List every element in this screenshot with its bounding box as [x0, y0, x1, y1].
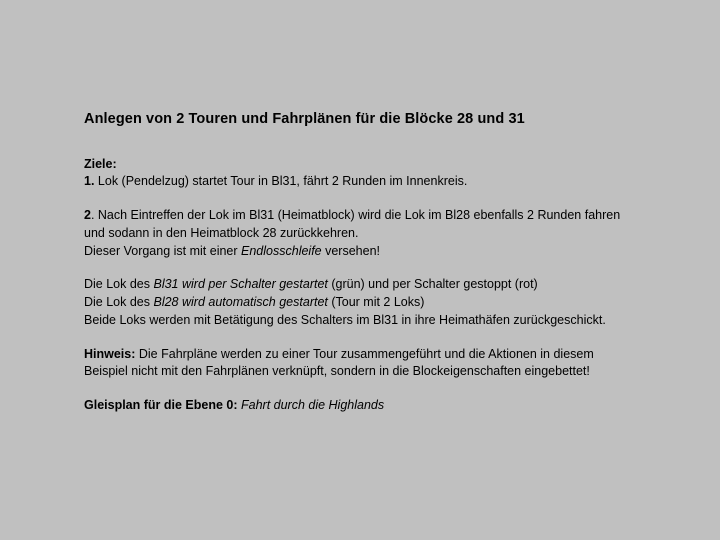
text-line — [84, 276, 644, 294]
text-run: 2 — [84, 208, 91, 223]
text-run: Beispiel nicht mit den Fahrplänen verknüpft, sondern in die Blockeigenschaften eingebettet! — [84, 364, 590, 379]
text-run: Bl28 wird automatisch gestartet — [153, 295, 328, 310]
text-run: Dieser Vorgang ist mit einer — [84, 243, 242, 258]
text-block-ziele — [84, 156, 644, 192]
text-line — [84, 243, 644, 261]
text-run: 1. — [84, 174, 95, 189]
text-line — [84, 207, 644, 225]
text-line — [84, 346, 644, 364]
text-block-punkt-zwei — [84, 207, 644, 260]
text-run: Bl31 wird per Schalter gestartet — [153, 277, 328, 292]
text-run: versehen! — [321, 243, 380, 258]
text-run: Beide Loks werden mit Betätigung des Schalters im Bl31 in ihre Heimathäfen zurückgeschickt. — [84, 312, 606, 327]
slide-content — [84, 110, 644, 431]
text-block-gleisplan — [84, 397, 644, 415]
slide-title: Anlegen von 2 Touren und Fahrplänen für die Blöcke 28 und 31 — [84, 111, 525, 127]
text-line — [84, 312, 644, 330]
text-run: . Nach Eintreffen der Lok im Bl31 (Heimatblock) wird die Lok im Bl28 ebenfalls 2 Runden fahren — [90, 208, 621, 223]
text-run: Hinweis: — [84, 346, 136, 361]
text-run: Gleisplan für die Ebene 0: — [84, 398, 238, 413]
text-line — [84, 156, 644, 174]
text-run: (grün) und per Schalter gestoppt (rot) — [327, 277, 538, 292]
text-line — [84, 173, 644, 191]
text-line — [84, 225, 644, 243]
text-line — [84, 294, 644, 312]
text-block-schalter-beschreibung — [84, 276, 644, 329]
text-run: Fahrt durch die Highlands — [237, 398, 385, 413]
text-run: (Tour mit 2 Loks) — [327, 295, 425, 310]
text-run: Die Fahrpläne werden zu einer Tour zusammengeführt und die Aktionen in diesem — [135, 346, 594, 361]
text-run: Die Lok des — [84, 277, 154, 292]
slide-body — [84, 156, 644, 415]
text-run: Lok (Pendelzug) startet Tour in Bl31, fährt 2 Runden im Innenkreis. — [94, 174, 468, 189]
text-run: und sodann in den Heimatblock 28 zurückkehren. — [84, 225, 359, 240]
text-run: Die Lok des — [84, 295, 154, 310]
text-run: Endlosschleife — [241, 243, 322, 258]
text-block-hinweis — [84, 346, 644, 382]
text-line — [84, 363, 644, 381]
text-run: Ziele: — [84, 156, 117, 171]
text-line — [84, 397, 644, 415]
